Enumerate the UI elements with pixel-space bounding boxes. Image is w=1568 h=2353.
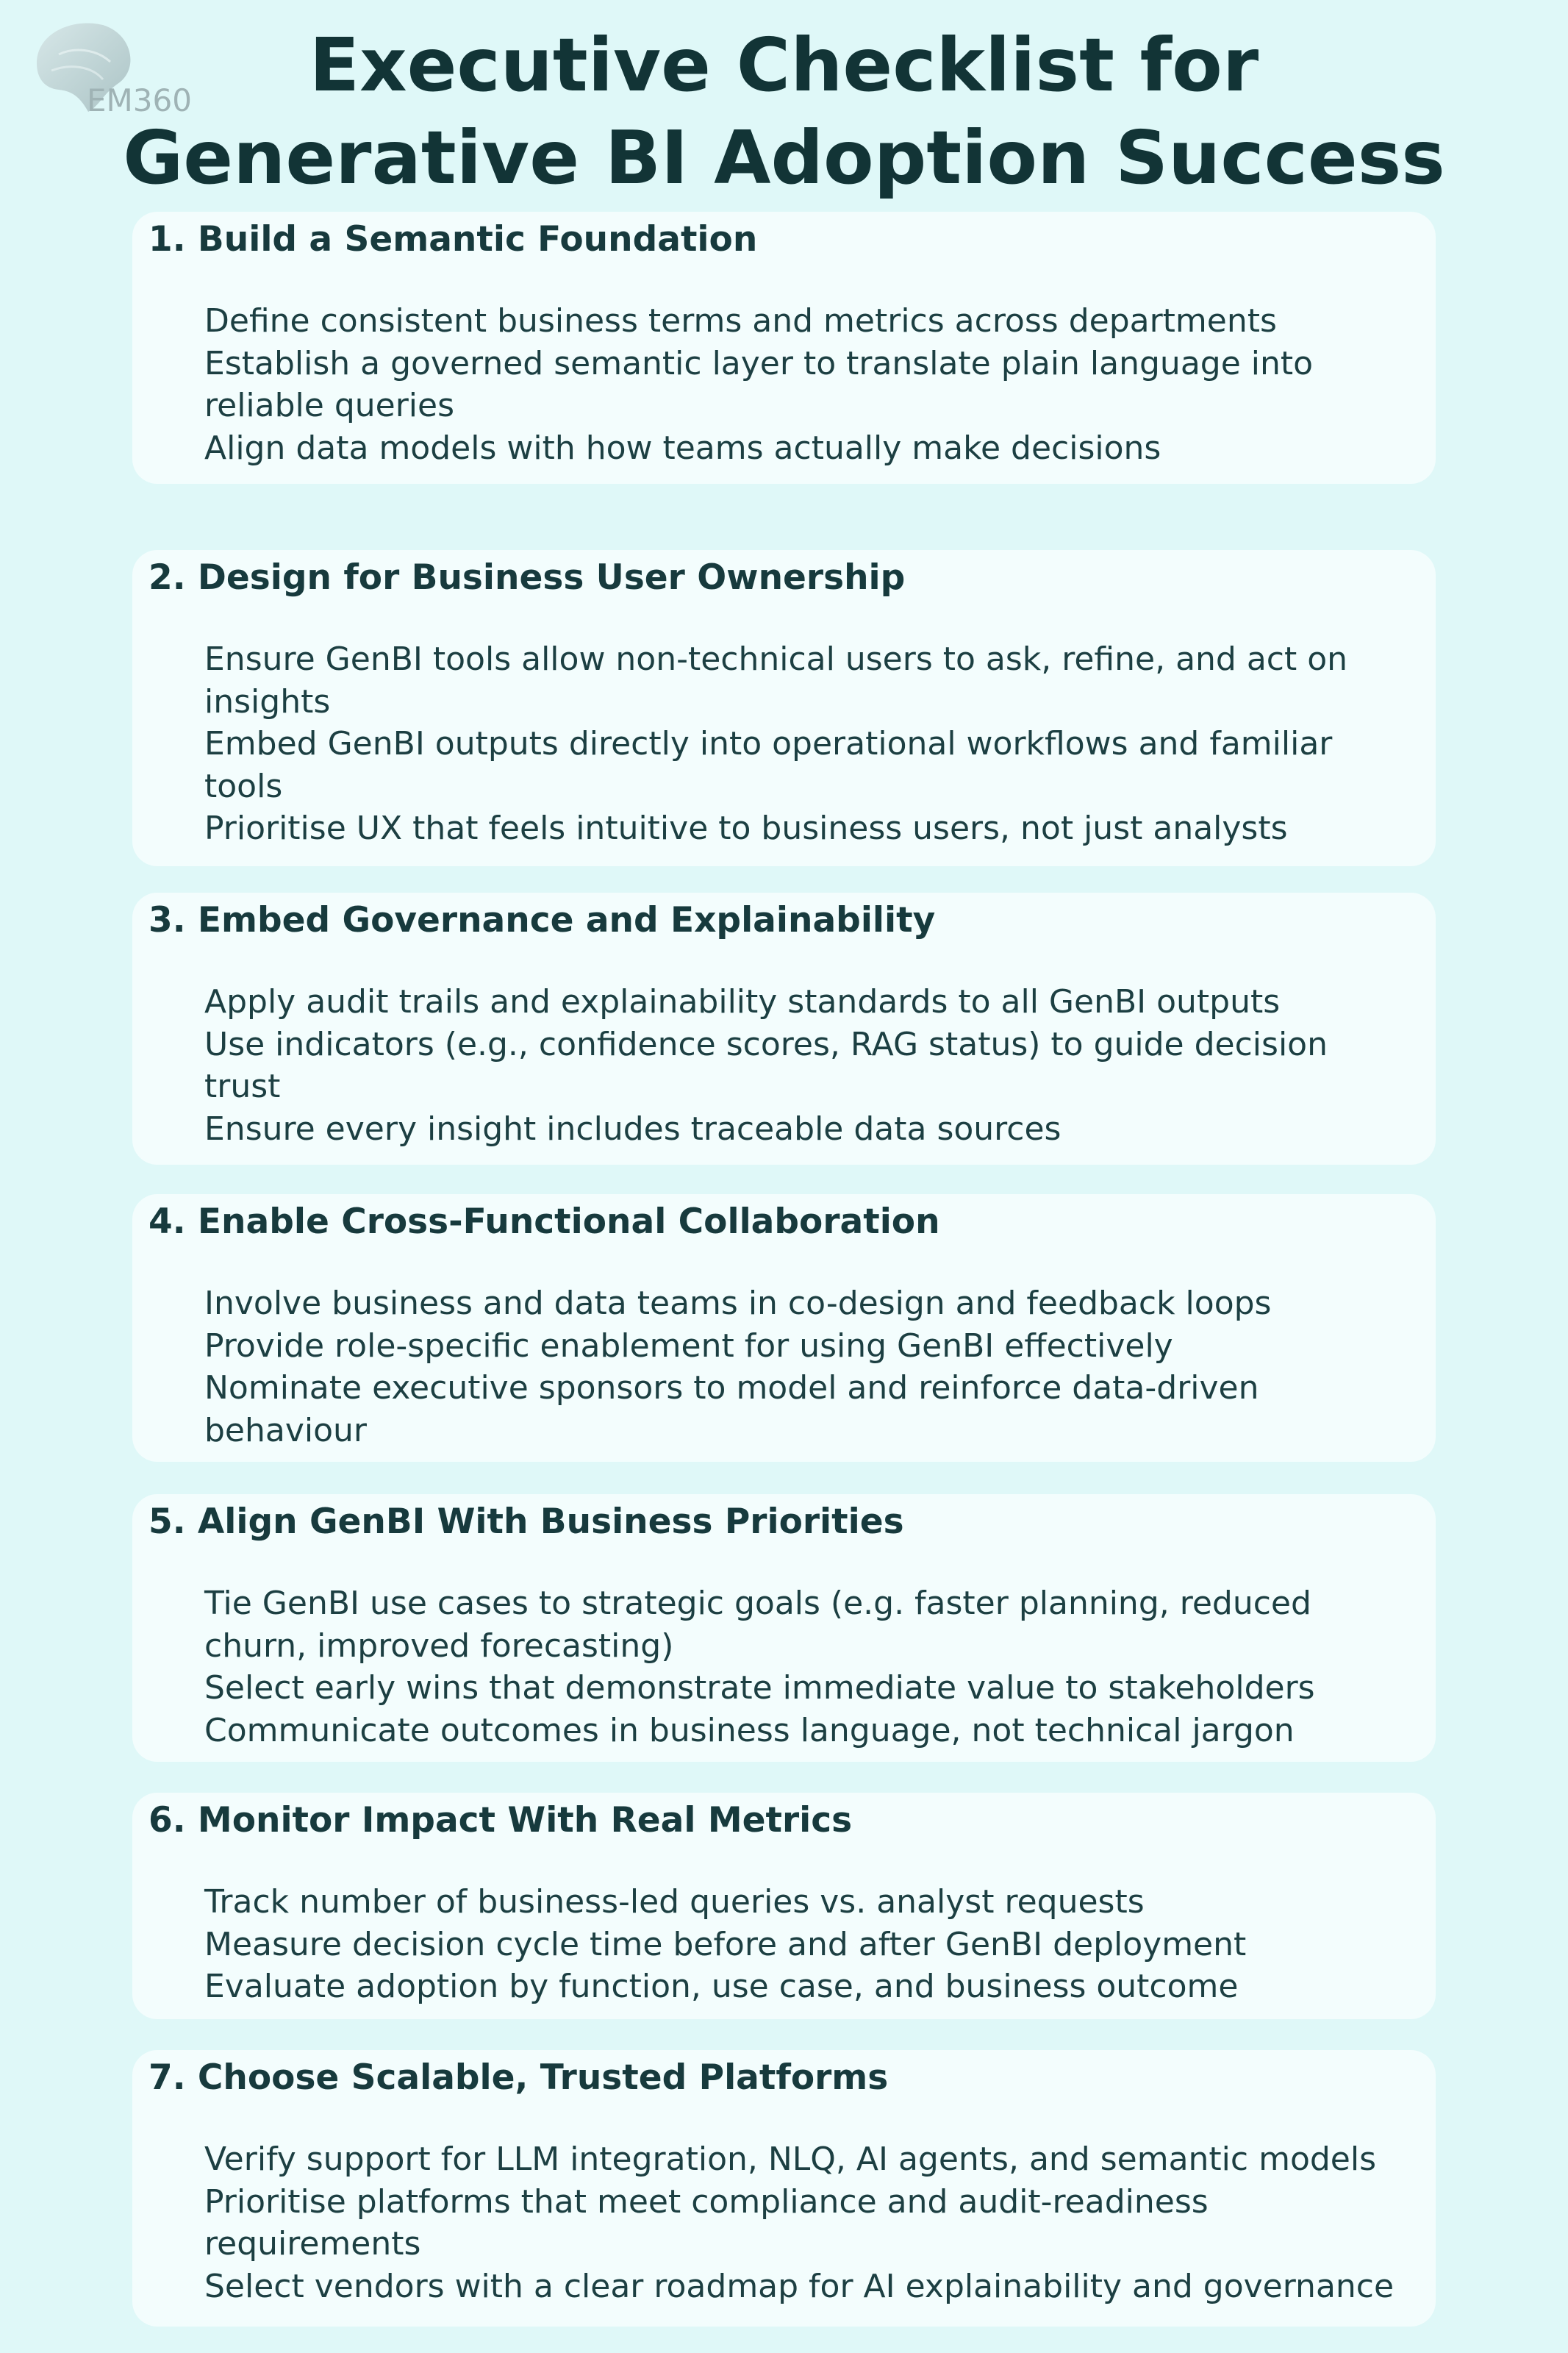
logo-text: EM360: [87, 82, 192, 118]
checklist-item: Select early wins that demonstrate immediate value to stakeholders: [204, 1669, 1315, 1707]
checklist-item: Ensure every insight includes traceable data sources: [204, 1110, 1062, 1148]
checklist-item: Involve business and data teams in co-design and feedback loops: [204, 1285, 1272, 1322]
section-title: 7. Choose Scalable, Trusted Platforms: [148, 2057, 889, 2098]
checklist-item: Use indicators (e.g., confidence scores, RAG status) to guide decision trust: [204, 1025, 1328, 1105]
section-title: 5. Align GenBI With Business Priorities: [148, 1502, 904, 1542]
checklist-card-3: [132, 893, 1436, 1165]
checklist-items: [204, 1881, 1406, 2008]
checklist-card-2: [132, 550, 1436, 866]
title-line-1: Executive Checklist for: [309, 22, 1259, 108]
checklist-item: Define consistent business terms and metrics across departments: [204, 302, 1277, 340]
checklist-items: [204, 1282, 1406, 1452]
checklist-items: [204, 1582, 1406, 1752]
title-line-2: Generative BI Adoption Success: [123, 115, 1445, 201]
checklist-item: Apply audit trails and explainability standards to all GenBI outputs: [204, 983, 1281, 1021]
checklist-item: Measure decision cycle time before and after GenBI deployment: [204, 1925, 1247, 1963]
checklist-card-4: [132, 1194, 1436, 1462]
section-title: 6. Monitor Impact With Real Metrics: [148, 1800, 853, 1840]
section-title: 1. Build a Semantic Foundation: [148, 219, 758, 260]
checklist-item: Tie GenBI use cases to strategic goals (e.g. faster planning, reduced churn, improved forecasting): [204, 1585, 1311, 1665]
checklist-item: Communicate outcomes in business language, not technical jargon: [204, 1711, 1295, 1749]
checklist-items: [204, 638, 1406, 850]
section-title: 4. Enable Cross-Functional Collaboration: [148, 1202, 940, 1242]
checklist-items: [204, 300, 1406, 469]
checklist-card-7: [132, 2050, 1436, 2327]
checklist-item: Track number of business-led queries vs. analyst requests: [204, 1883, 1145, 1921]
checklist-item: Select vendors with a clear roadmap for AI explainability and governance: [204, 2267, 1395, 2305]
checklist-item: Nominate executive sponsors to model and reinforce data-driven behaviour: [204, 1369, 1259, 1449]
checklist-items: [204, 981, 1406, 1150]
checklist-items: [204, 2138, 1406, 2307]
checklist-item: Prioritise UX that feels intuitive to business users, not just analysts: [204, 810, 1288, 847]
checklist-card-6: [132, 1793, 1436, 2019]
checklist-item: Verify support for LLM integration, NLQ, AI agents, and semantic models: [204, 2140, 1377, 2178]
checklist-item: Evaluate adoption by function, use case, and business outcome: [204, 1968, 1239, 2005]
checklist-card-1: [132, 212, 1436, 484]
checklist-item: Provide role-specific enablement for using GenBI effectively: [204, 1327, 1173, 1365]
section-title: 2. Design for Business User Ownership: [148, 557, 906, 598]
checklist-item: Ensure GenBI tools allow non-technical users to ask, refine, and act on insights: [204, 640, 1348, 721]
checklist-card-5: [132, 1494, 1436, 1762]
checklist-item: Embed GenBI outputs directly into operational workflows and familiar tools: [204, 725, 1333, 805]
checklist-item: Align data models with how teams actually make decisions: [204, 429, 1161, 467]
checklist-item: Prioritise platforms that meet compliance and audit-readiness requirements: [204, 2182, 1209, 2263]
section-title: 3. Embed Governance and Explainability: [148, 900, 936, 940]
page-title: [0, 19, 1568, 204]
checklist-item: Establish a governed semantic layer to translate plain language into reliable queries: [204, 344, 1314, 424]
